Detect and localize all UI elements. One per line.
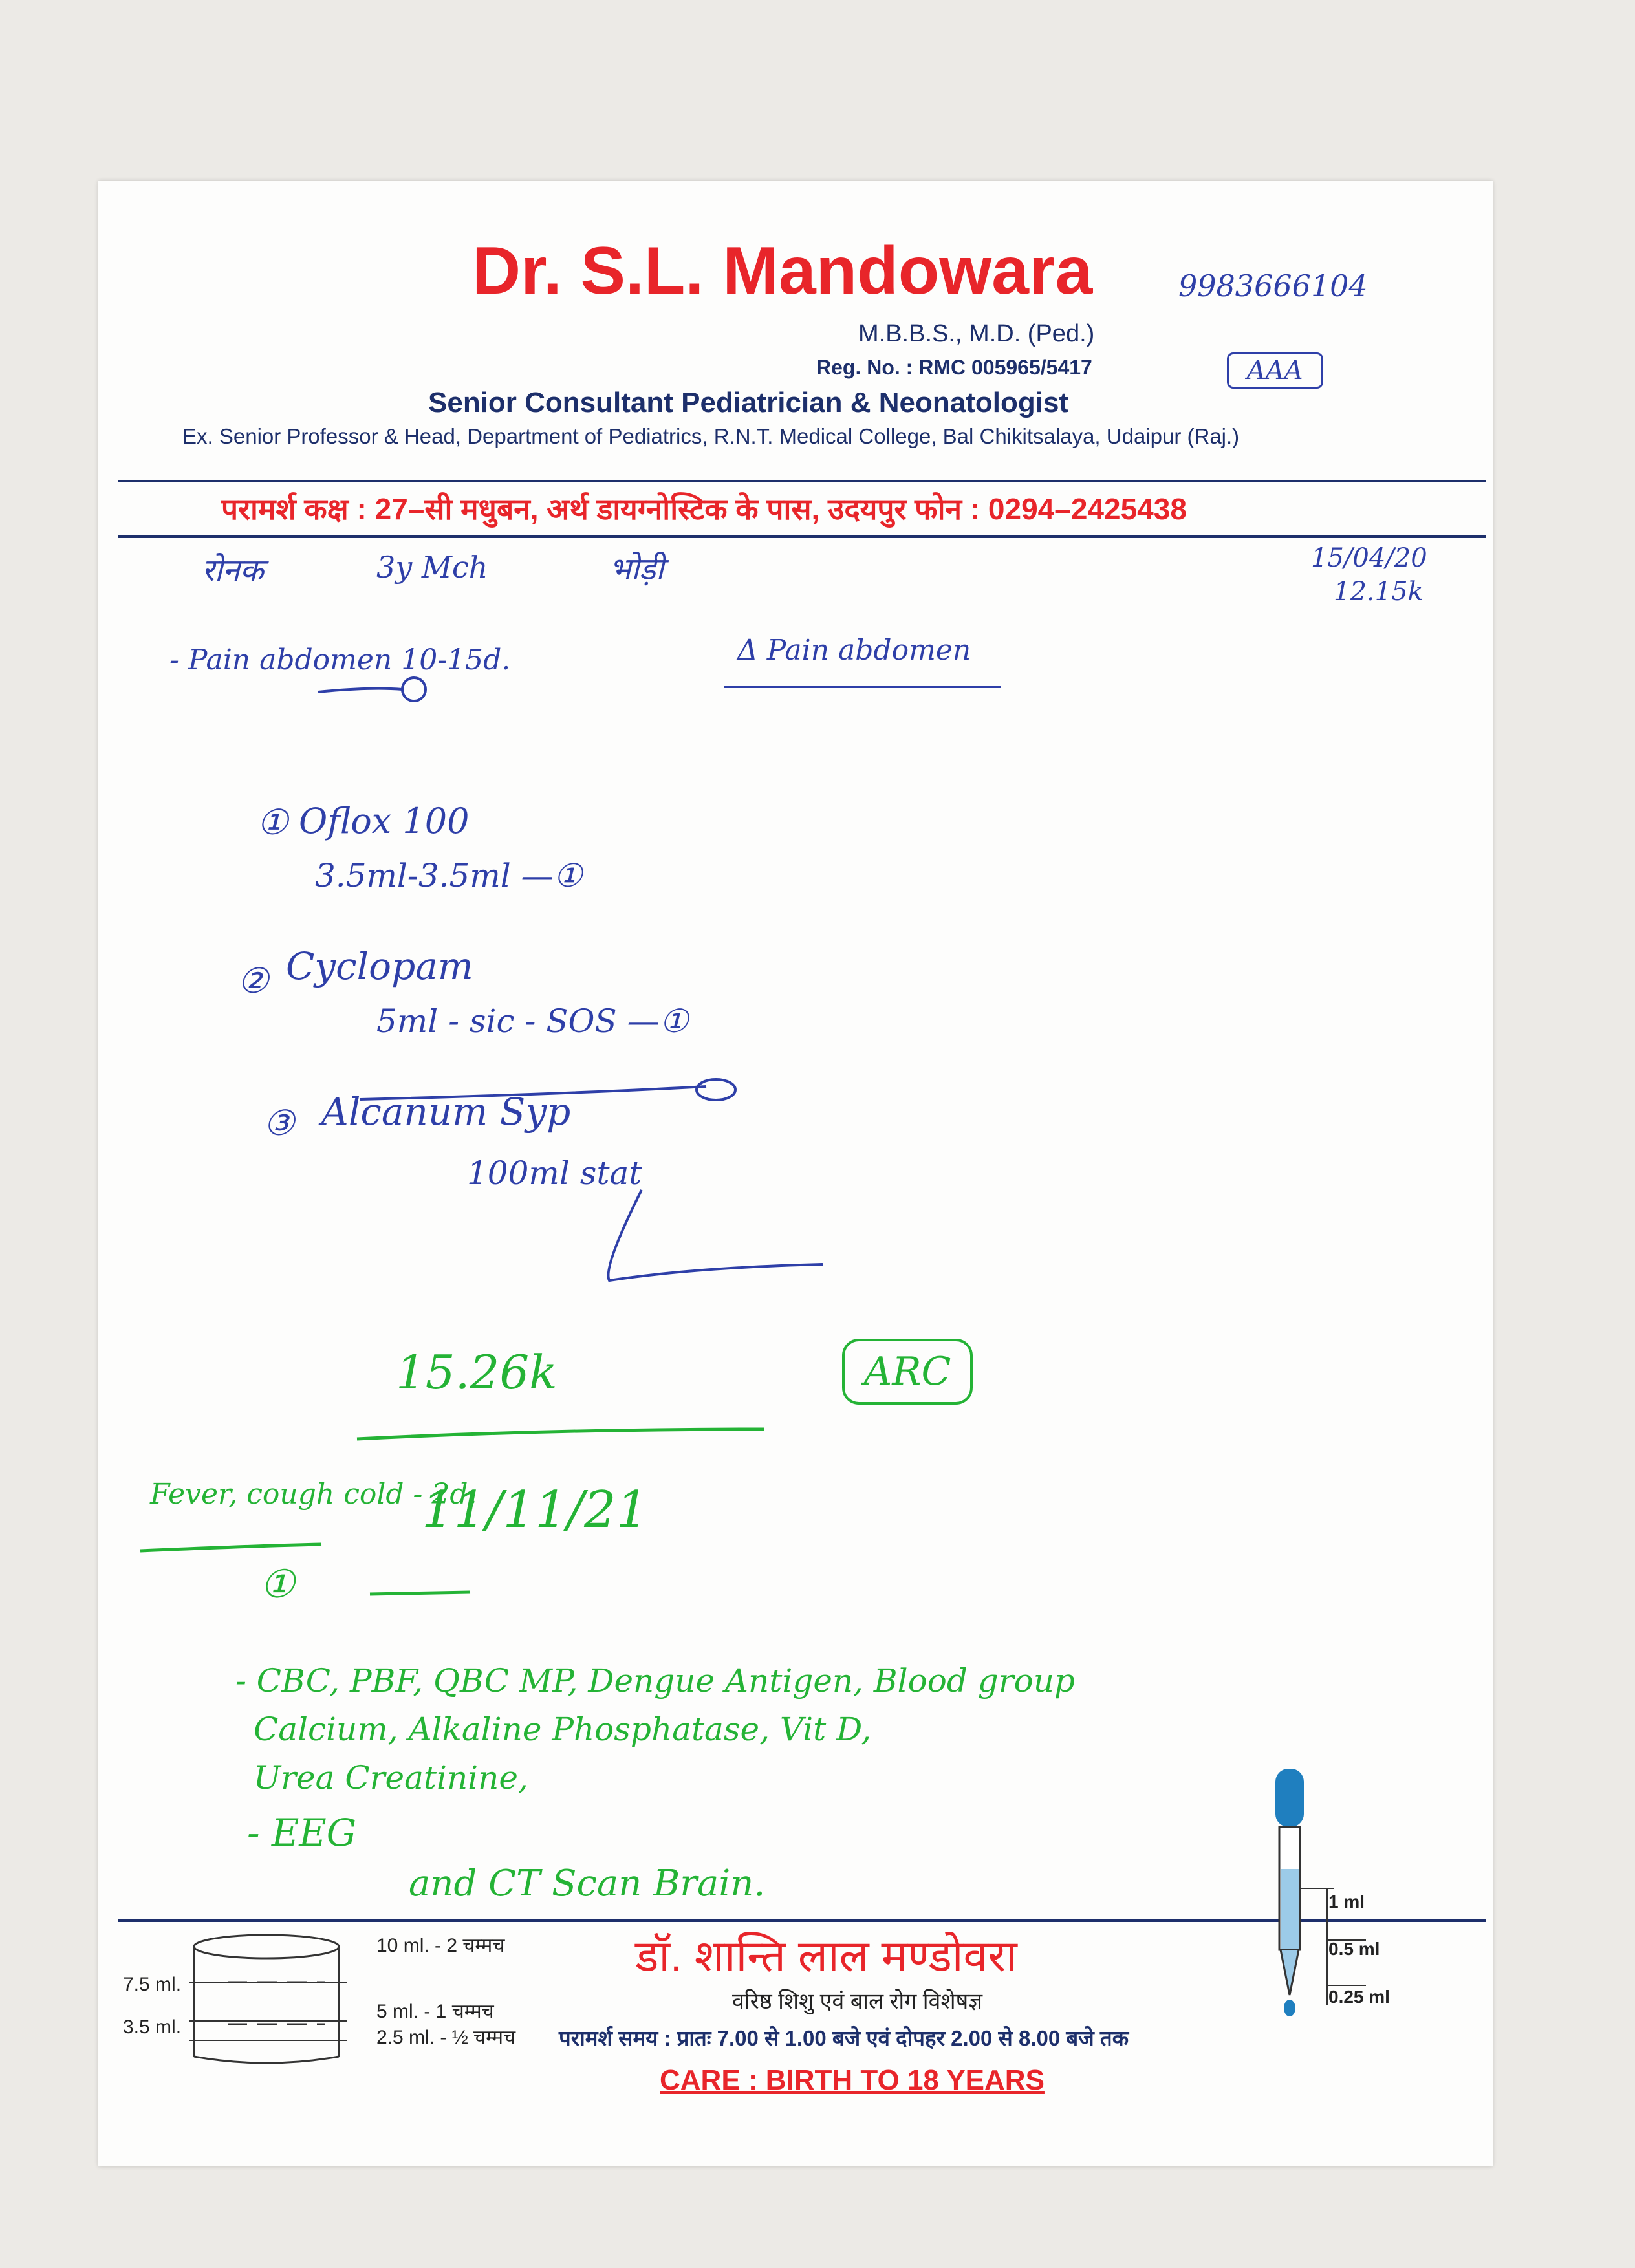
rx-1-drug: Oflox 100: [299, 801, 470, 841]
followup-circled-number: ①: [260, 1562, 295, 1607]
rx-1-number: ①: [257, 802, 288, 843]
registration-number: Reg. No. : RMC 005965/5417: [816, 356, 1092, 379]
investigations-line-2: Calcium, Alkaline Phosphatase, Vit D,: [254, 1711, 872, 1748]
cup-label-3-5: 3.5 ml.: [123, 2016, 182, 2038]
cup-label-7-5: 7.5 ml.: [123, 1974, 182, 1995]
care-banner: CARE : BIRTH TO 18 YEARS: [660, 2064, 1045, 2096]
consultation-timings: परामर्श समय : प्रातः 7.00 से 1.00 बजे एवं दोपहर 2.00 से 8.00 बजे तक: [559, 2026, 1129, 2050]
complaint: - Pain abdomen 10-15d.: [169, 643, 511, 676]
doctor-name: Dr. S.L. Mandowara: [472, 233, 1093, 308]
green-ink-strokes: [98, 181, 1493, 1927]
followup-weight: 15.26k: [396, 1345, 558, 1399]
phone-number: 9983666104: [1178, 268, 1368, 303]
cup-label-2-5ml: 2.5 ml. - ½ चम्मच: [376, 2027, 516, 2048]
dropper-label-0-25ml: 0.25 ml: [1328, 1987, 1390, 2007]
degrees: M.B.B.S., M.D. (Ped.): [858, 320, 1095, 347]
visit-date: 15/04/20: [1311, 543, 1427, 573]
dropper-label-1ml: 1 ml: [1328, 1892, 1365, 1912]
doctor-title-hindi: वरिष्ठ शिशु एवं बाल रोग विशेषज्ञ: [732, 1989, 983, 2014]
doctor-name-hindi: डॉ. शान्ति लाल मण्डोवरा: [635, 1932, 1017, 1981]
code-box: AAA: [1227, 352, 1323, 389]
ct-scan-order: and CT Scan Brain.: [409, 1863, 766, 1905]
dropper-scale-lines: [1301, 1888, 1405, 2018]
eeg-order: - EEG: [247, 1811, 357, 1855]
doctor-title: Senior Consultant Pediatrician & Neonatologist: [428, 387, 1069, 418]
patient-weight: 12.15k: [1334, 577, 1424, 607]
rx-3-number: ③: [263, 1103, 295, 1143]
cup-label-10ml: 10 ml. - 2 चम्मच: [376, 1935, 505, 1956]
dropper-label-0-5ml: 0.5 ml: [1328, 1939, 1380, 1959]
followup-code-box: ARC: [842, 1339, 973, 1405]
rx-2-dose: 5ml - sic - SOS —①: [376, 1002, 689, 1040]
measuring-cup-icon: [189, 1927, 383, 2069]
clinic-address: परामर्श कक्ष : 27–सी मधुबन, अर्थ डायग्नोस्टिक के पास, उदयपुर फोन : 0294–2425438: [221, 492, 1187, 526]
rx-2-number: ②: [237, 960, 269, 1001]
patient-place: भोड़ी: [609, 551, 664, 587]
patient-age-sex: 3y Mch: [376, 550, 488, 585]
rx-3-drug: Alcanum Syp: [321, 1090, 571, 1134]
diagnosis: Δ Pain abdomen: [737, 634, 971, 667]
investigations-line-1: - CBC, PBF, QBC MP, Dengue Antigen, Blood group: [235, 1662, 1075, 1700]
prescription-sheet: [98, 181, 1493, 2166]
rx-3-dose: 100ml stat: [467, 1154, 642, 1192]
cup-label-5ml: 5 ml. - 1 चम्मच: [376, 2001, 494, 2022]
rx-2-drug: Cyclopam: [286, 944, 473, 988]
followup-complaint: Fever, cough cold - 2d.: [150, 1478, 477, 1511]
patient-name: रोनक: [202, 552, 264, 589]
followup-date: 11/11/21: [422, 1481, 649, 1539]
investigations-line-3: Urea Creatinine,: [254, 1759, 528, 1797]
rx-1-dose: 3.5ml-3.5ml —①: [315, 857, 583, 894]
ex-position: Ex. Senior Professor & Head, Department of Pediatrics, R.N.T. Medical College, Bal Chikitsalaya, Udaipur (Raj.): [182, 424, 1240, 448]
